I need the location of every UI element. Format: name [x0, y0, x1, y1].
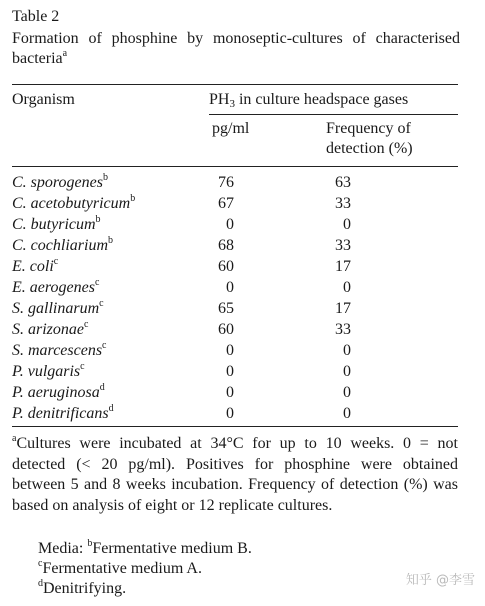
- table-row: [12, 403, 458, 424]
- pg-ml-cell: 0: [226, 363, 234, 380]
- organism-footnote-mark: c: [80, 361, 85, 372]
- footnote-b-mark: b: [87, 538, 93, 549]
- table-row: [12, 235, 458, 256]
- organism-footnote-mark: d: [108, 403, 114, 414]
- organism-name: E. coli: [12, 258, 54, 275]
- organism-cell: [12, 277, 99, 298]
- table-row: [12, 382, 458, 403]
- frequency-cell: 33: [335, 321, 351, 338]
- frequency-cell: 0: [343, 363, 351, 380]
- organism-footnote-mark: c: [99, 298, 104, 309]
- watermark: 知乎 @李雪: [405, 573, 475, 588]
- footnote-c-text: Fermentative medium A.: [42, 560, 202, 577]
- footnote-media-prefix: Media:: [38, 540, 88, 557]
- top-rule: [12, 84, 458, 85]
- table-label: Table 2: [12, 8, 60, 25]
- footnote-c-mark: c: [38, 558, 43, 569]
- organism-footnote-mark: d: [99, 382, 105, 393]
- frequency-cell: 17: [335, 300, 351, 317]
- pg-ml-cell: 60: [218, 321, 234, 338]
- organism-footnote-mark: b: [102, 172, 108, 183]
- footnote-d-text: Denitrifying.: [43, 580, 127, 597]
- table-row: [12, 172, 458, 193]
- frequency-cell: 33: [335, 195, 351, 212]
- header-pg-ml: pg/ml: [212, 120, 250, 137]
- table-title-footnote-mark: a: [62, 48, 68, 59]
- organism-cell: [12, 172, 108, 193]
- bottom-rule: [12, 426, 458, 427]
- pg-ml-cell: 65: [218, 300, 234, 317]
- footnote-d: [38, 579, 126, 599]
- organism-footnote-mark: b: [130, 193, 136, 204]
- organism-name: C. cochliarium: [12, 237, 108, 254]
- table-row: [12, 277, 458, 298]
- header-group-subscript: 3: [229, 98, 235, 110]
- organism-cell: [12, 340, 107, 361]
- footnote-a-mark: a: [12, 433, 17, 444]
- organism-cell: [12, 214, 101, 235]
- organism-cell: [12, 361, 85, 382]
- pg-ml-cell: 60: [218, 258, 234, 275]
- organism-name: P. denitrificans: [12, 405, 109, 422]
- organism-name: S. gallinarum: [12, 300, 100, 317]
- header-group-suffix: in culture headspace gases: [234, 91, 409, 108]
- footnote-c: [38, 559, 202, 579]
- pg-ml-cell: 0: [226, 279, 234, 296]
- organism-name: C. butyricum: [12, 216, 96, 233]
- organism-footnote-mark: c: [102, 340, 107, 351]
- table-row: [12, 319, 458, 340]
- pg-ml-cell: 0: [226, 384, 234, 401]
- organism-footnote-mark: b: [95, 214, 101, 225]
- organism-cell: [12, 193, 135, 214]
- organism-footnote-mark: c: [94, 277, 100, 288]
- header-rule: [12, 166, 458, 167]
- footnote-a: [12, 434, 458, 516]
- organism-cell: [12, 319, 88, 340]
- organism-footnote-mark: b: [108, 235, 113, 246]
- organism-name: P. aeruginosa: [12, 384, 100, 401]
- table-row: [12, 256, 458, 277]
- header-organism: Organism: [12, 91, 75, 108]
- organism-cell: [12, 235, 113, 256]
- header-group-prefix: PH: [209, 91, 230, 108]
- pg-ml-cell: 68: [218, 237, 234, 254]
- footnote-b-text: Fermentative medium B.: [92, 540, 252, 557]
- frequency-cell: 0: [343, 384, 351, 401]
- table-row: [12, 340, 458, 361]
- organism-name: P. vulgaris: [12, 363, 81, 380]
- frequency-cell: 0: [343, 279, 351, 296]
- organism-name: S. marcescens: [12, 342, 103, 359]
- organism-name: C. sporogenes: [12, 174, 103, 191]
- table-row: [12, 361, 458, 382]
- footnote-d-mark: d: [38, 578, 43, 589]
- header-group-rule: [209, 114, 458, 115]
- organism-name: S. arizonae: [12, 321, 84, 338]
- organism-cell: [12, 298, 104, 319]
- table-row: [12, 193, 458, 214]
- organism-cell: [12, 382, 105, 403]
- table-title-text: Formation of phosphine by monoseptic-cultures of characterised bacteria: [12, 30, 460, 67]
- frequency-cell: 63: [335, 174, 351, 191]
- organism-footnote-mark: c: [84, 319, 89, 330]
- table-row: [12, 214, 458, 235]
- footnote-media: [38, 539, 252, 559]
- frequency-cell: 0: [343, 216, 351, 233]
- organism-cell: [12, 256, 58, 277]
- pg-ml-cell: 0: [226, 405, 234, 422]
- frequency-cell: 0: [343, 405, 351, 422]
- pg-ml-cell: 67: [218, 195, 234, 212]
- table-row: [12, 298, 458, 319]
- frequency-cell: 0: [343, 342, 351, 359]
- pg-ml-cell: 0: [226, 342, 234, 359]
- header-group: [209, 90, 408, 110]
- organism-cell: [12, 403, 114, 424]
- table-title: [12, 29, 460, 69]
- pg-ml-cell: 0: [226, 216, 234, 233]
- pg-ml-cell: 76: [218, 174, 234, 191]
- frequency-cell: 33: [335, 237, 351, 254]
- frequency-cell: 17: [335, 258, 351, 275]
- header-frequency-line1: Frequency of: [326, 120, 411, 137]
- organism-name: E. aerogenes: [12, 279, 95, 296]
- header-frequency-line2: detection (%): [326, 140, 413, 157]
- organism-name: C. acetobutyricum: [12, 195, 131, 212]
- organism-footnote-mark: c: [53, 256, 59, 267]
- footnote-a-text: Cultures were incubated at 34°C for up to 10 weeks. 0 = not detected (< 20 pg/ml). Positives for phosphine were obtained between 5 and 8 weeks incubation. Frequency of detection (%) was based on analysis of eight or 12 replicate cultures.: [12, 435, 458, 514]
- header-frequency: [326, 119, 413, 159]
